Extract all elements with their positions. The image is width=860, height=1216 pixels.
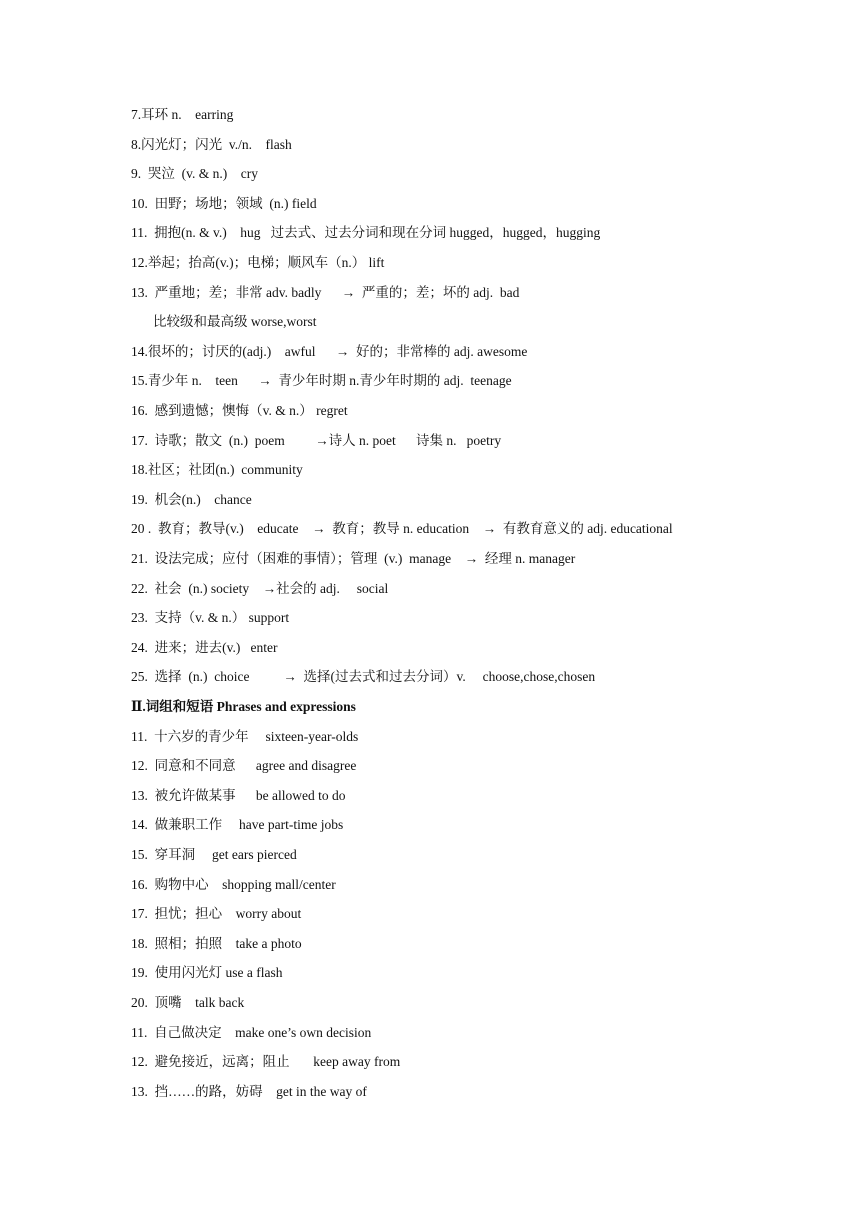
phrase-item: 17. 担忧；担心 worry about [131,906,342,922]
phrase-item: 12. 同意和不同意 agree and disagree [131,758,370,774]
vocab-item: 8.闪光灯；闪光 v./n. flash [131,136,306,152]
vocab-item: 24. 进来；进去(v.) enter [131,639,298,655]
vocab-item: 14.很坏的；讨厌的(adj.) awful → 好的；非常棒的 adj. awesome [131,343,528,359]
phrase-item: 11. 自己做决定 make one’s own decision [131,1024,378,1040]
vocab-item: 13. 严重地；差；非常 adv. badly → 严重的；差；坏的 adj. bad [131,284,530,300]
vocab-item: 11. 拥抱(n. & v.) hug 过去式、过去分词和现在分词 hugged，hugged，hugging [131,225,611,241]
vocab-item: 19. 机会(n.) chance [131,491,272,507]
vocab-item: 比较级和最高级 worse,worst [153,314,327,330]
phrase-item: 15. 穿耳洞 get ears pierced [131,847,328,862]
phrase-item: 13. 挡……的路，妨碍 get in the way of [131,1083,374,1099]
phrase-item: 13. 被允许做某事 be allowed to do [131,787,363,803]
phrase-item: 19. 使用闪光灯 use a flash [131,965,307,981]
vocab-item: 25. 选择 (n.) choice → 选择(过去式和过去分词）v. choose,chose,chosen [131,669,609,685]
vocab-item: 21. 设法完成；应付（困难的事情）；管理 (v.) manage → 经理 n. manager [131,551,582,566]
vocab-item: 15.青少年 n. teen → 青少年时期 n.青少年时期的 adj. teenage [131,373,522,389]
vocab-item: 7.耳环 n. earring [131,107,251,122]
vocab-item: 23. 支持（v. & n.） support [131,610,300,626]
phrase-item: 14. 做兼职工作 have part-time jobs [131,817,361,833]
vocab-item: 17. 诗歌；散文 (n.) poem →诗人 n. poet 诗集 n. poetry [131,432,508,448]
phrase-item: 20. 顶嘴 talk back [131,995,265,1010]
vocab-item: 10. 田野；场地；领域 (n.) field [131,195,320,211]
vocab-item: 16. 感到遗憾；懊悔（v. & n.） regret [131,403,358,418]
phrase-item: 12. 避免接近，远离；阻止 keep away from [131,1054,431,1070]
phrase-item: 16. 购物中心 shopping mall/center [131,876,356,892]
vocab-item: 12.举起；抬高(v.)；电梯；顺风车（n.） lift [131,255,392,270]
phrase-item: 18. 照相；拍照 take a photo [131,935,322,951]
vocab-item: 20 . 教育；教导(v.) educate → 教育；教导 n. education → 有教育意义的 adj. educational [131,521,673,537]
phrase-item: 11. 十六岁的青少年 sixteen-year-olds [131,728,372,744]
vocab-item: 9. 哭泣 (v. & n.) cry [131,166,269,182]
section-heading: Ⅱ.词组和短语 Phrases and expressions [131,699,356,714]
vocab-item: 22. 社会 (n.) society →社会的 adj. social [131,580,402,596]
vocab-item: 18.社区；社团(n.) community [131,462,313,478]
